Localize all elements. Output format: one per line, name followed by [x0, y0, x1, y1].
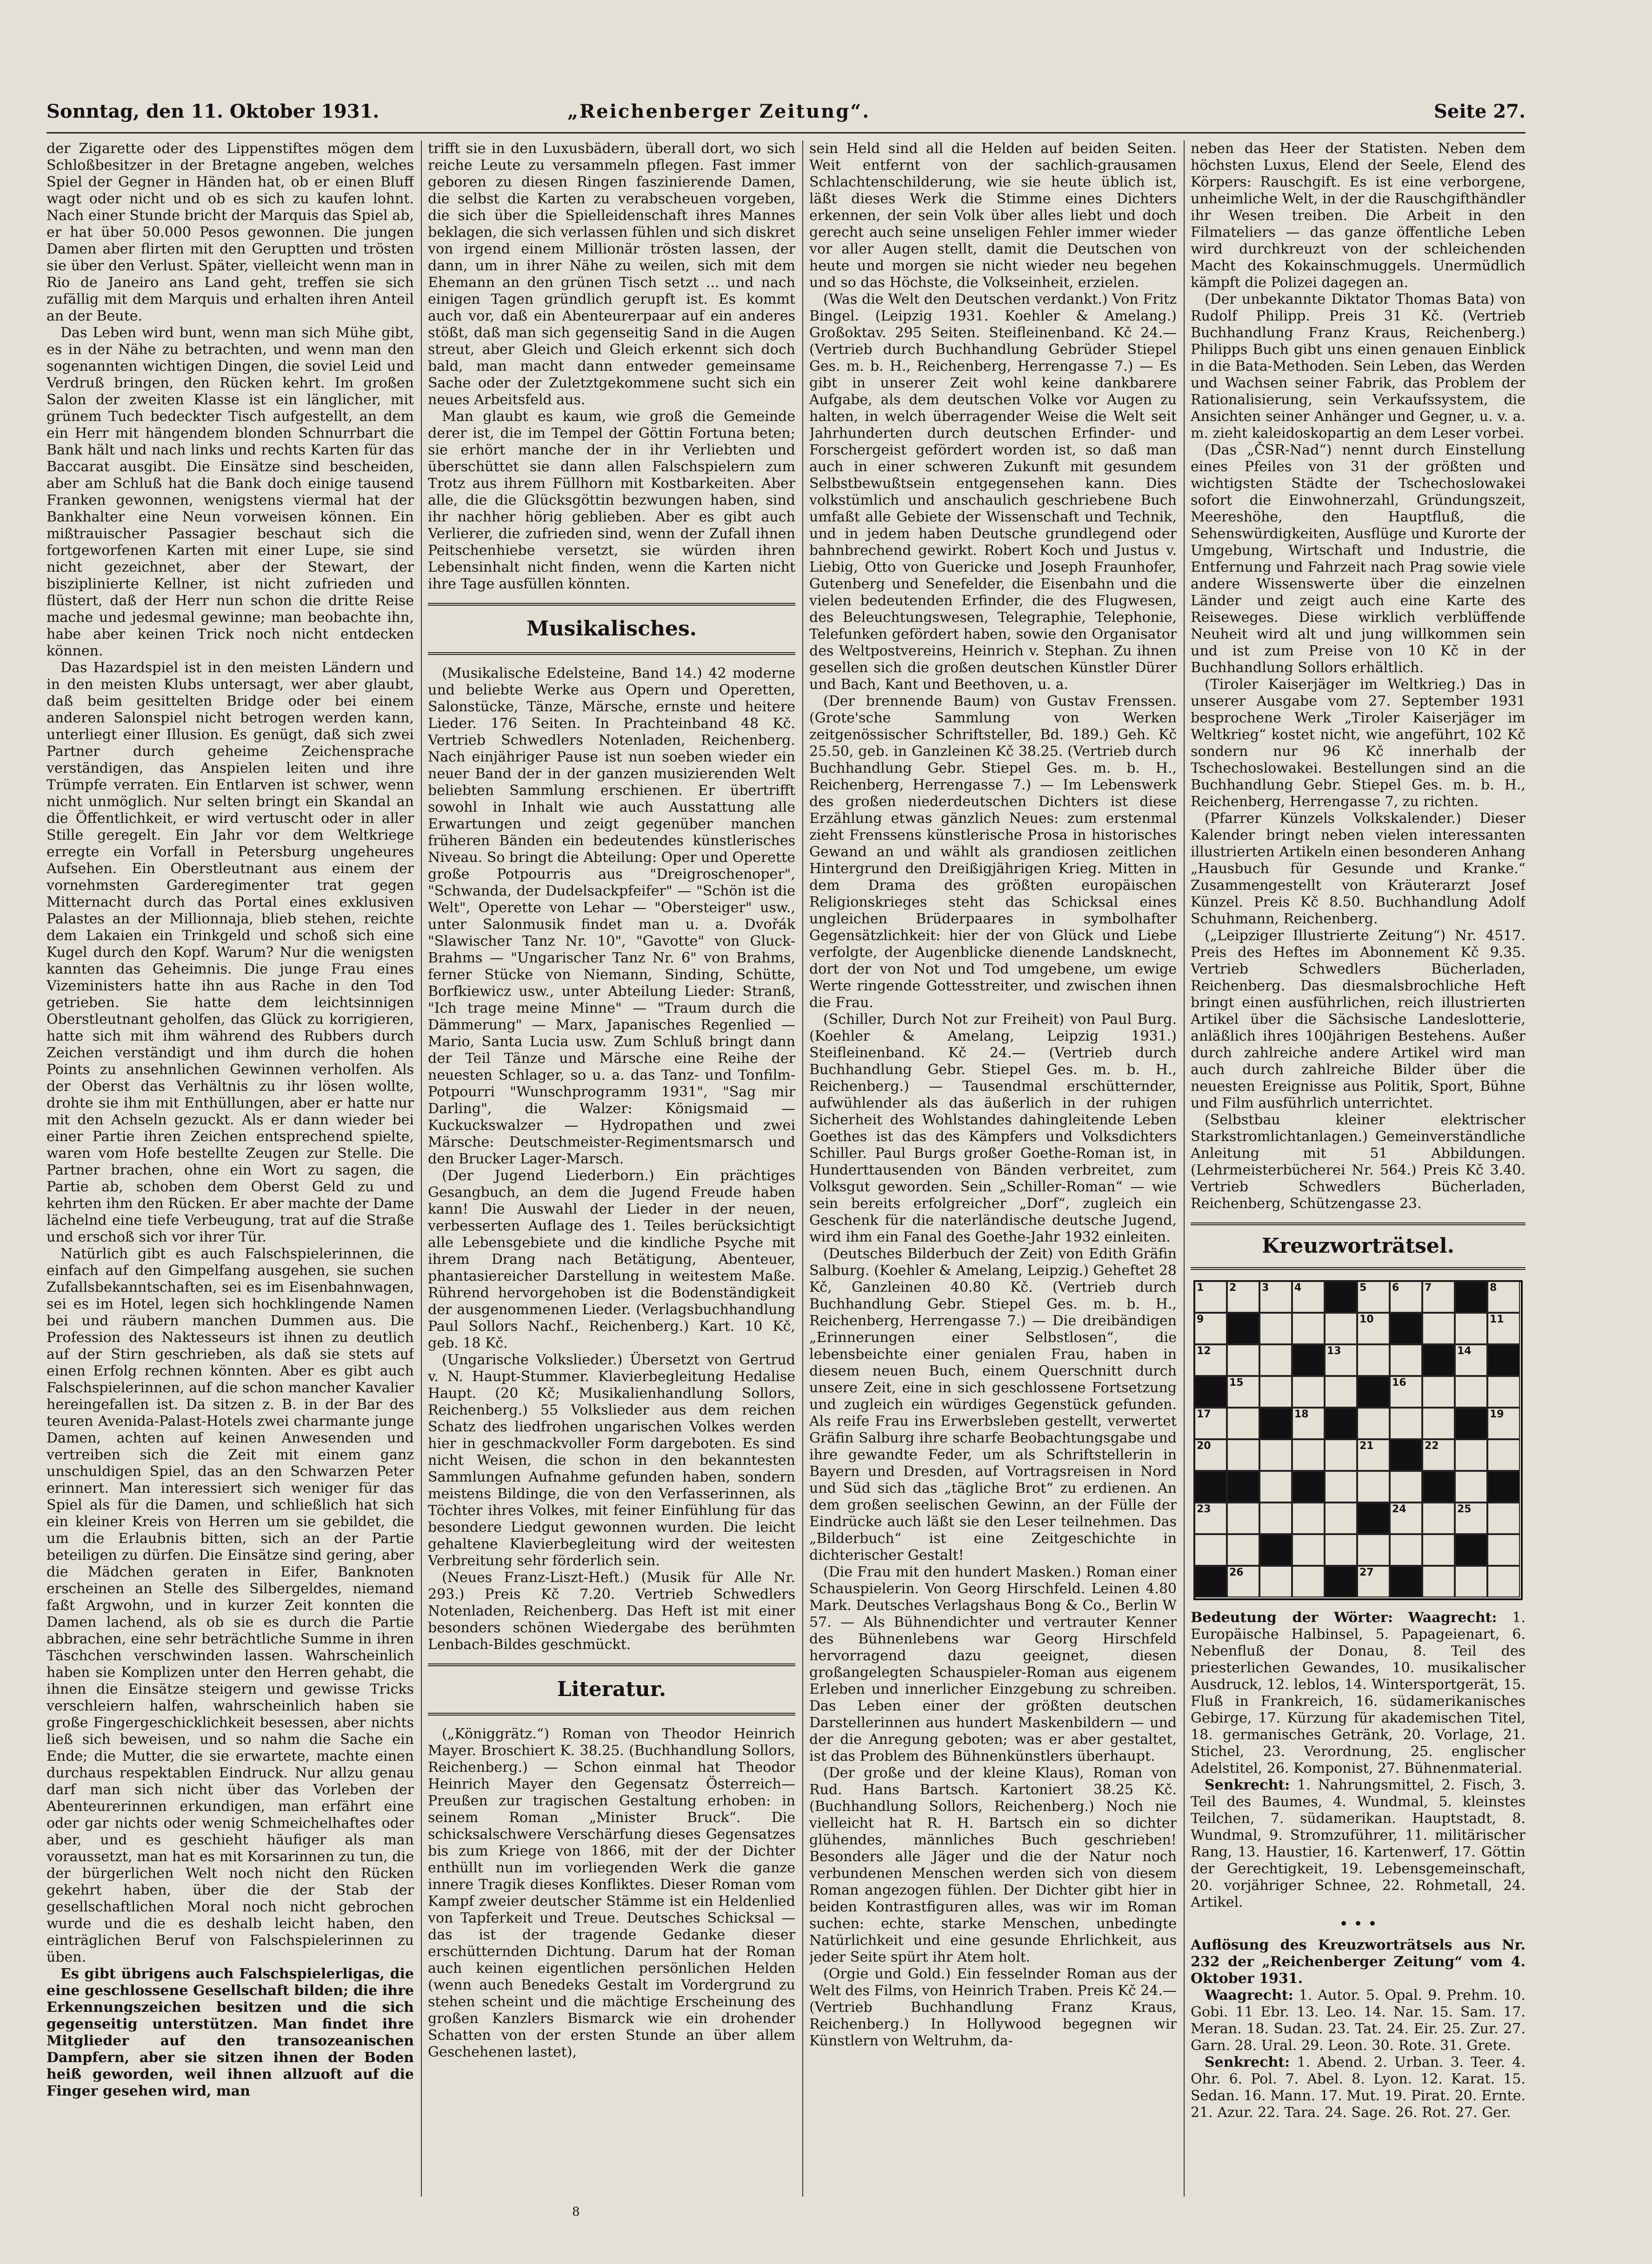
crossword-cell: [1422, 1281, 1455, 1313]
crossword-cell: [1390, 1471, 1422, 1503]
crossword-black-cell: [1422, 1344, 1455, 1376]
crossword-clues-vertical: Senkrecht: 1. Nahrungsmittel, 2. Fisch, 3. Teil des Baumes, 4. Wundmal, 5. kleinstes Teilchen, 7. südamerikan. Hauptstadt, 8. Wundmal, 9. Stromzuführer, 11. militärischer Rang, 13. Haustier, 16. Kartenwerf, 17. Göttin der Gerechtigkeit, 19. Lebensgemeinschaft, 20. vorjähriger Schnee, 22. Rohmetall, 24. Artikel.: [1191, 1777, 1525, 1910]
review-item: (Der brennende Baum) von Gustav Frenssen. (Grote'sche Sammlung von Werken zeitgenössischer Schriftsteller, Bd. 189.) Geh. Kč 25.50, geb. in Ganzleinen Kč 38.25. (Vertrieb durch Buchhandlung Gebr. Stiepel Ges. m. b. H., Reichenberg, Herrengasse 7.) — Im Lebenswerk des großen niederdeutschen Dichters ist diese Erzählung etwas gänzlich Neues: zum erstenmal zieht Frenssens künstlerische Prosa in historisches Gewand an und wählt als grandiosen zeitlichen Hintergrund den Dreißigjährigen Krieg. Mitten in dem Drama des größten europäischen Religionskrieges steht das Schicksal eines ungleichen Brüderpaares in symbolhafter Gegensätzlichkeit: hier der von Glück und Liebe verfolgte, der Augenblicke dienende Landsknecht, dort der von Not und Tod umgebene, um ewige Werte ringende Gottesstreiter, und zwischen ihnen die Frau.: [809, 693, 1177, 1011]
review-item: (Pfarrer Künzels Volkskalender.) Dieser Kalender bringt neben vielen interessanten illustrierten Artikeln einen besonderen Anhang „Hausbuch für Gesunde und Kranke.“ Zusammengestellt von Kräuterarzt Josef Künzel. Preis Kč 8.50. Buchhandlung Adolf Schuhmann, Reichenberg.: [1191, 810, 1525, 927]
crossword-cell: [1390, 1281, 1422, 1313]
crossword-cell: [1227, 1503, 1259, 1534]
crossword-clue-number: 9: [1197, 1314, 1204, 1325]
crossword-cell: [1259, 1503, 1292, 1534]
crossword-cell: [1325, 1471, 1357, 1503]
crossword-cell: [1259, 1439, 1292, 1471]
crossword-cell: [1227, 1376, 1259, 1408]
crossword-clue-number: 20: [1197, 1440, 1211, 1452]
crossword-cell: [1390, 1534, 1422, 1566]
crossword-cell: [1227, 1408, 1259, 1439]
crossword-clue-number: 15: [1229, 1377, 1244, 1389]
column-divider: [802, 140, 803, 2197]
section-heading-literature: Literatur.: [428, 1663, 795, 1716]
crossword-cell: [1259, 1281, 1292, 1313]
crossword-clue-number: 8: [1490, 1282, 1497, 1294]
crossword-cell: [1487, 1503, 1520, 1534]
crossword-cell: [1357, 1471, 1390, 1503]
review-item: (Was die Welt den Deutschen verdankt.) Von Fritz Bingel. (Leipzig 1931. Koehler & Amelang.) Großoktav. 295 Seiten. Steifleinenband. Kč 24.— (Vertrieb durch Buchhandlung Gebrüder Stiepel Ges. m. b. H., Reichenberg, Herrengasse 7.) — Es gibt in unserer Zeit wohl keine dankbarere Aufgabe, als dem deutschen Volke vor Augen zu halten, in welch überragender Weise die Welt seit Jahrhunderten durch deutschen Erfinder- und Forschergeist gefördert worden ist, so daß man auch in einer schweren Zukunft mit gesundem Selbstbewußtsein entgegensehen kann. Dies volkstümlich und anschaulich geschriebene Buch umfaßt alle Gebiete der Wissenschaft und Technik, und in jedem haben Deutsche grundlegend oder bahnbrechend gewirkt. Robert Koch und Justus v. Liebig, Otto von Guericke und Joseph Fraunhofer, Gutenberg und Senefelder, die Eisenbahn und die vielen bedeutenden Erfinder, die des Flugwesen, des Beleuchtungswesen, Telegraphie, Telephonie, Telefunken gefördert haben, sowie den Organisator des Weltpostvereins, Heinrich v. Stephan. Zu ihnen gesellen sich die großen deutschen Künstler Dürer und Bach, Kant und Beethoven, u. a.: [809, 291, 1177, 693]
crossword-cell: [1227, 1534, 1259, 1566]
crossword-clue-number: 26: [1229, 1567, 1244, 1578]
review-item: (Selbstbau kleiner elektrischer Starkstromlichtanlagen.) Gemeinverständliche Anleitung mit 51 Abbildungen. (Lehrmeisterbücherei Nr. 564.) Preis Kč 3.40. Vertrieb Schwedlers Bücherladen, Reichenberg, Schützengasse 23.: [1191, 1112, 1525, 1212]
crossword-cell: [1455, 1471, 1487, 1503]
crossword-clue-number: 11: [1490, 1314, 1504, 1325]
crossword-clue-number: 16: [1392, 1377, 1406, 1389]
column-divider: [1184, 140, 1185, 2197]
crossword-black-cell: [1259, 1534, 1292, 1566]
crossword-cell: [1194, 1344, 1227, 1376]
crossword-cell: [1292, 1313, 1325, 1344]
crossword-cell: [1422, 1408, 1455, 1439]
review-item: („Leipziger Illustrierte Zeitung“) Nr. 4517. Preis des Heftes im Abonnement Kč 9.35. Vertrieb Schwedlers Bücherladen, Reichenberg. Das diesmalsbrochliche Heft bringt einen ausführlichen, reich illustrierten Artikel über die Sächsische Landeslotterie, anläßlich ihres 100jährigen Bestehens. Außer durch zahlreiche andere Artikel wird man auch durch zahlreiche Bilder über die neuesten Ereignisse aus Politik, Sport, Bühne und Film ausführlich unterrichtet.: [1191, 928, 1525, 1111]
column-4: [1191, 140, 1525, 2197]
crossword-black-cell: [1194, 1566, 1227, 1597]
crossword-cell: [1487, 1313, 1520, 1344]
review-item: (Deutsches Bilderbuch der Zeit) von Edith Gräfin Salburg. (Koehler & Amelang, Leipzig.) Geheftet 28 Kč, Ganzleinen 40.80 Kč. (Vertrieb durch Buchhandlung Gebr. Stiepel Ges. m. b. H., Reichenberg, Herrengasse 7.) — Die dreibändigen „Erinnerungen einer Selbstlosen“, die lebensbeichte einer genialen Frau, haben in diesem neuen Buch, einem Querschnitt durch unsere Zeit, eine in sich geschlossene Fortsetzung und zugleich ein würdiges Gegenstück gefunden. Als reife Frau ins Erwerbsleben gestellt, verwertet Gräfin Salburg ihre scharfe Beobachtungsgabe und ihre gewandte Feder, um als Schriftstellerin in Bayern und Dresden, auf Vortragsreisen in Nord und Süd sich das „tägliche Brot“ zu erdienen. An dem großen seelischen Gewinn, an der Fülle der Eindrücke auch läßt sie den Leser teilnehmen. Das „Bilderbuch“ ist eine Zeitgeschichte in dichterischer Gestalt!: [809, 1246, 1177, 1563]
crossword-cell: [1455, 1344, 1487, 1376]
crossword-clue-number: 25: [1457, 1503, 1472, 1515]
crossword-cell: [1455, 1376, 1487, 1408]
crossword-cell: [1259, 1344, 1292, 1376]
crossword-cell: [1194, 1313, 1227, 1344]
crossword-cell: [1194, 1408, 1227, 1439]
crossword-clue-number: 18: [1294, 1409, 1309, 1420]
crossword-heading: Kreuzworträtsel.: [1191, 1222, 1525, 1270]
crossword-cell: [1422, 1503, 1455, 1534]
article-paragraph: Man glaubt es kaum, wie groß die Gemeinde derer ist, die im Tempel der Göttin Fortuna beten; sie erhört manche der in ihr Verliebten und überschüttet sie dann allen Falschspielern zum Trotz aus ihrem Füllhorn mit Kostbarkeiten. Aber alle, die die Glücksgöttin bezwungen haben, sind ihr nachher hörig geblieben. Aber es gibt auch Verlierer, die zufrieden sind, wenn der Zufall ihnen Peitschenhiebe versetzt, sie würden ihren Lebensinhalt nicht finden, wenn die Karten nicht ihre Tage ausfüllen könnten.: [428, 408, 795, 592]
article-paragraph: trifft sie in den Luxusbädern, überall dort, wo sich reiche Leute zu versammeln pflegen. Fast immer geboren zu diesen Ringen faszinierende Damen, die selbst die Karten zu verabscheuen vorgeben, die sich über die Spielleidenschaft ihres Mannes beklagen, die sich verlassen fühlen und sich diskret von irgend einem Millionär trösten lassen, der dann, um in ihrer Nähe zu weilen, sich mit dem Ehemann an den grünen Tisch setzt ... und nach einigen Tagen gründlich gerupft ist. Es kommt auch vor, daß ein Abenteurerpaar auf ein anderes stößt, daß man sich gegenseitig Sand in die Augen streut, aber Gleich und Gleich erkennt sich doch bald, man macht dann entweder gemeinsame Sache oder der Zuletztgekommene sucht sich ein neues Arbeitsfeld aus.: [428, 140, 795, 408]
crossword-clue-number: 27: [1359, 1567, 1374, 1578]
crossword-black-cell: [1325, 1281, 1357, 1313]
crossword-cell: [1390, 1376, 1422, 1408]
article-paragraph: Das Hazardspiel ist in den meisten Ländern und in den meisten Klubs untersagt, wer aber glaubt, daß beim gesittelten Bridge oder bei einem anderen Salonspiel nicht betrogen werden kann, unterliegt einer Illusion. Es genügt, daß sich zwei Partner durch geheime Zeichensprache verständigen, das Anspielen leiten und ihre Trümpfe verraten. Ein Entlarven ist schwer, wenn nicht unmöglich. Nur selten bringt ein Skandal an die Öffentlichkeit, er wird vertuscht oder in aller Stille geregelt. Ein Jahr vor dem Weltkriege erregte ein Vorfall in Petersburg ungeheures Aufsehen. Ein Oberstleutnant aus einem der vornehmsten Garderegimenter trat gegen Mitternacht durch das Portal eines exklusiven Palastes an der Millionnaja, blieb stehen, reichte dem Lakaien ein Trinkgeld und schoß sich eine Kugel durch den Kopf. Warum? Nur die wenigsten kannten das Geheimnis. Die junge Frau eines Vizeministers hatte ihn aus Rache in den Tod getrieben. Sie hatte dem leichtsinnigen Oberstleutnant geholfen, das Glück zu korrigieren, hatte sich mit ihm während des Rubbers durch Zeichen verständigt und ihm durch die hohen Points zu ansehnlichen Gewinnen verholfen. Als der Oberst das Verhältnis zu ihr lösen wollte, drohte sie ihm mit Enthüllungen, aber er hatte nur mit den Achseln gezuckt. Als er dann wieder bei einer Partie ihren Zeichen entsprechend spielte, waren vom Hofe bestellte Zeugen zur Stelle. Die Partner brachen, ohne ein Wort zu sagen, die Partie ab, schoben dem Oberst Geld zu und kehrten ihm den Rücken. Er aber machte der Dame lächelnd eine tiefe Verbeugung, trat auf die Straße und erschoß sich vor ihrer Tür.: [47, 660, 414, 1245]
crossword-cell: [1357, 1281, 1390, 1313]
crossword-cell: [1422, 1534, 1455, 1566]
crossword-black-cell: [1487, 1471, 1520, 1503]
crossword-cell: [1390, 1503, 1422, 1534]
review-item: (Orgie und Gold.) Ein fesselnder Roman aus der Welt des Films, von Heinrich Traben. Preis Kč 24.— (Vertrieb Buchhandlung Franz Kraus, Reichenberg.) In Hollywood begegnen wir Künstlern von Weltruhm, da-: [809, 1966, 1177, 2049]
crossword-cell: [1487, 1408, 1520, 1439]
crossword-black-cell: [1292, 1471, 1325, 1503]
crossword-cell: [1357, 1439, 1390, 1471]
crossword-black-cell: [1487, 1344, 1520, 1376]
crossword-cell: [1325, 1376, 1357, 1408]
crossword-clue-number: 17: [1197, 1409, 1211, 1420]
crossword-cell: [1357, 1313, 1390, 1344]
crossword-cell: [1357, 1344, 1390, 1376]
crossword-cell: [1259, 1376, 1292, 1408]
crossword-black-cell: [1455, 1281, 1487, 1313]
crossword-cell: [1259, 1471, 1292, 1503]
crossword-clue-number: 5: [1359, 1282, 1367, 1294]
crossword-black-cell: [1455, 1534, 1487, 1566]
crossword-black-cell: [1325, 1408, 1357, 1439]
crossword-cell: [1487, 1281, 1520, 1313]
column-divider: [421, 140, 422, 2197]
review-item: (Die Frau mit den hundert Masken.) Roman einer Schauspielerin. Von Georg Hirschfeld. Leinen 4.80 Mark. Deutsches Verlagshaus Bong & Co., Berlin W 57. — Als Bühnendichter und vertrauter Kenner des Bühnenlebens war Georg Hirschfeld hervorragend dazu geeignet, diesen großangelegten Schauspieler-Roman aus eigenem Erleben und innerlicher Einzgebung zu schreiben. Das Leben einer der größten deutschen Darstellerinnen aus hundert Maskenbildern — und der die Anregung geboten; was er aber gestaltet, ist das Problem des Bühnenkünstlers überhaupt.: [809, 1564, 1177, 1764]
crossword-cell: [1227, 1566, 1259, 1597]
crossword-cell: [1325, 1439, 1357, 1471]
crossword-cell: [1357, 1534, 1390, 1566]
crossword-clue-number: 3: [1262, 1282, 1269, 1294]
crossword-cell: [1390, 1344, 1422, 1376]
masthead: [47, 98, 1525, 130]
crossword-black-cell: [1325, 1566, 1357, 1597]
crossword-black-cell: [1422, 1471, 1455, 1503]
review-item: (Der Jugend Liederborn.) Ein prächtiges Gesangbuch, an dem die Jugend Freude haben kann! Die Auswahl der Lieder in der neuen, verbesserten Auflage des 1. Teiles berücksichtigt alle Lebensgebiete und die kindliche Psyche mit ihrem Drang nach Betätigung, Abenteuer, phantasiereicher Darstellung in weitestem Maße. Rührend hervorgehoben ist die Bodenständigkeit der ausgenommenen Lieder. (Verlagsbuchhandlung Paul Sollors Nachf., Reichenberg.) Kart. 10 Kč, geb. 18 Kč.: [428, 1168, 795, 1351]
crossword-cell: [1325, 1313, 1357, 1344]
solution-horizontal: Waagrecht: 1. Autor. 5. Opal. 9. Prehm. 10. Gobi. 11 Ebr. 13. Leo. 14. Nar. 15. Sam. 17. Meran. 18. Sudan. 23. Tat. 24. Eir. 25. Zur. 27. Garn. 28. Ural. 29. Leon. 30. Rote. 31. Grete.: [1191, 1987, 1525, 2054]
newspaper-name: „Reichenberger Zeitung“.: [567, 100, 871, 122]
article-paragraph: Natürlich gibt es auch Falschspielerinnen, die einfach auf den Gimpelfang ausgehen, sie suchen Zufallsbekanntschaften, sei es im Eisenbahnwagen, sei es im Hotel, legen sich hochklingende Namen bei und räubern manchen Dummen aus. Die Profession des Naktesseurs ist ihnen zu deutlich auf der Stirn geschrieben, als daß sie stets auf einen Erfolg rechnen könnten. Aber es gibt auch Falschspielerinnen, auf die schon mancher Kavalier hereingefallen ist. Da sitzen z. B. in der Bar des teuren Avenida-Palast-Hotels zwei charmante junge Damen, achten auf keinen Anwesenden und vertreiben sich die Zeit mit einem ganz unschuldigen Spiel, das an den Schwarzen Peter erinnert. Man interessiert sich weniger für das Spiel als für die Damen, und schließlich hat sich ein kleiner Kreis von Herren um sie gebildet, die um die Erlaubnis bitten, sich an der Partie beteiligen zu dürfen. Die Einsätze sind gering, aber die Mädchen geraten in Eifer, Banknoten erscheinen an Stelle des Silbergeldes, niemand faßt Argwohn, und in kurzer Zeit konnten die Damen lachend, als ob sie es durch die Partie abbrachen, eine sehr beträchtliche Summe in ihren Täschchen verschwinden lassen. Wahrscheinlich haben sie Komplizen unter den Herren gehabt, die ihnen die Einsätze steigern und gewisse Tricks verschleiern halfen, wahrscheinlich haben sie große Fingergeschicklichkeit besessen, aber nichts ließ sich beweisen, und so nahm die Sache ein Ende; die Mutter, die sie erwartete, machte einen durchaus respektablen Eindruck. Nur allzu genau darf man sich nicht über das Vorleben der Abenteurerinnen erkundigen, man erfährt eine oder gar nichts oder wenig Schmeichelhaftes oder aber, und es geschieht häufiger als man voraussetzt, man hat es mit Korsarinnen zu tun, die der bürgerlichen Welt noch nicht den Rücken gekehrt haben, über die der Stab der gesellschaftlichen Moral noch nicht gebrochen wurde und die es deshalb leicht haben, den einträglichen Beruf von Falschspielerinnen zu üben.: [47, 1246, 414, 1965]
review-item: sein Held sind all die Helden auf beiden Seiten. Weit entfernt von der sachlich-grausamen Schlachtenschilderung, wie sie heute üblich ist, läßt dieses Werk die Stimme eines Dichters erkennen, der sein Volk über alles liebt und doch gerecht auch seine unseligen Fehler immer wieder vor aller Augen stellt, damit die Deutschen von heute und morgen sie nicht wieder neu begehen und so das Höchste, die Volkseinheit, erzielen.: [809, 140, 1177, 291]
crossword-cell: [1292, 1439, 1325, 1471]
crossword-cell: [1487, 1534, 1520, 1566]
solution-vertical: Senkrecht: 1. Abend. 2. Urban. 3. Teer. 4. Ohr. 6. Pol. 7. Abel. 8. Lyon. 12. Karat. 15. Sedan. 16. Mann. 17. Mut. 19. Pirat. 20. Ernte. 21. Azur. 22. Tara. 24. Sage. 26. Rot. 27. Ger.: [1191, 2054, 1525, 2121]
crossword-black-cell: [1390, 1439, 1422, 1471]
crossword-cell: [1227, 1281, 1259, 1313]
crossword-black-cell: [1357, 1503, 1390, 1534]
review-item: (Tiroler Kaiserjäger im Weltkrieg.) Das in unserer Ausgabe vom 27. September 1931 besprochene Werk „Tiroler Kaiserjäger im Weltkrieg“ kostet nicht, wie angeführt, 102 Kč sondern nur 96 Kč innerhalb der Tschechoslowakei. Bestellungen sind an die Buchhandlung Gebr. Stiepel Ges. m. b. H., Reichenberg, Herrengasse 7, zu richten.: [1191, 676, 1525, 810]
crossword-cell: [1259, 1313, 1292, 1344]
review-item: (Ungarische Volkslieder.) Übersetzt von Gertrud v. N. Haupt-Stummer. Klavierbegleitung Hedalise Haupt. (20 Kč; Musikalienhandlung Sollors, Reichenberg.) 55 Volkslieder aus dem reichen Schatz des liedfrohen ungarischen Volkes werden hier in geschmackvoller Form dargeboten. Es sind nicht Weisen, die schon in den bekanntesten Sammlungen Aufnahme gefunden haben, sondern meistens Bildinge, die von den Verfasserinnen, als Töchter ihres Volkes, mit feiner Einfühlung für das besondere Liedgut gewonnen wurden. Die leicht gehaltene Klavierbegleitung wird der weitesten Verbreitung sehr förderlich sein.: [428, 1352, 795, 1569]
crossword-cell: [1292, 1281, 1325, 1313]
section-heading-music: Musikalisches.: [428, 603, 795, 655]
review-item: (Der unbekannte Diktator Thomas Bata) von Rudolf Philipp. Preis 31 Kč. (Vertrieb Buchhandlung Franz Kraus, Reichenberg.) Philipps Buch gibt uns einen genauen Einblick in die Bata-Methoden. Sein Leben, das Werden und Wachsen seiner Fabrik, das Problem der Rationalisierung, sein Verkaufssystem, die Ansichten seiner Anhänger und Gegner, u. v. a. m. zieht kaleidoskopartig an dem Leser vorbei.: [1191, 291, 1525, 441]
crossword-cell: [1194, 1503, 1227, 1534]
crossword-cell: [1292, 1534, 1325, 1566]
crossword-cell: [1259, 1566, 1292, 1597]
masthead-rule: [47, 132, 1525, 134]
article-paragraph: der Zigarette oder des Lippenstiftes mögen dem Schloßbesitzer in der Bretagne angeben, welches Spiel der Gegner in Händen hat, ob er einen Bluff wagt oder nicht und ob es sich zu kaufen lohnt. Nach einer Stunde bricht der Marquis das Spiel ab, er hat über 50.000 Pesos gewonnen. Die jungen Damen aber flirten mit den Geruptten und trösten sie über den Verlust. Später, vielleicht wenn man in Rio de Janeiro ans Land geht, treffen sie sich zufällig mit dem Marquis und erhalten ihren Anteil an der Beute.: [47, 140, 414, 324]
crossword-black-cell: [1259, 1408, 1292, 1439]
crossword-black-cell: [1390, 1313, 1422, 1344]
issue-date: Sonntag, den 11. Oktober 1931.: [47, 100, 380, 122]
column-1: [47, 140, 414, 2197]
review-item: (Musikalische Edelsteine, Band 14.) 42 moderne und beliebte Werke aus Opern und Operetten, Salonstücke, Tänze, Märsche, ernste und heitere Lieder. 176 Seiten. In Prachteinband 48 Kč. Vertrieb Schwedlers Notenladen, Reichenberg. Nach einjähriger Pause ist nun soeben wieder ein neuer Band der in der ganzen musizierenden Welt beliebten Sammlung erschienen. Er übertrifft sowohl in Inhalt wie auch Ausstattung alle Erwartungen und zeigt gegenüber manchen früheren Bänden ein bedeutendes künstlerisches Niveau. So bringt die Abteilung: Oper und Operette große Potpourris aus "Dreigroschenoper", "Schwanda, der Dudelsackpfeifer" — "Schön ist die Welt", Operette von Lehar — "Obersteiger" usw., unter Salonmusik findet man u. a. Dvořák "Slawischer Tanz Nr. 10", "Gavotte" von Gluck-Brahms — "Ungarischer Tanz Nr. 6" von Brahms, ferner Stücke von Niemann, Sinding, Schütte, Borfkiewicz usw., unter Abteilung Lieder: Stranß, "Ich trage meine Minne" — "Traum durch die Dämmerung" — Marx, Japanisches Regenlied — Mario, Santa Lucia usw. Zum Schluß bringt dann der Teil Tänze und Märsche eine Reihe der neuesten Schlager, so u. a. das Tanz- und Tonfilm-Potpourri "Wunschprogramm 1931", "Sag mir Darling", die Walzer: Königsmaid — Kuckuckswalzer — Hydropathen und zwei Märsche: Deutschmeister-Regimentsmarsch und den Brucker Lager-Marsch.: [428, 665, 795, 1167]
crossword-clue-number: 22: [1425, 1440, 1439, 1452]
solution-heading: Auflösung des Kreuzworträtsels aus Nr. 232 der „Reichenberger Zeitung“ vom 4. Oktober 1931.: [1191, 1937, 1525, 1987]
review-item: (Schiller, Durch Not zur Freiheit) von Paul Burg. (Koehler & Amelang, Leipzig 1931.) Steifleinenband. Kč 24.— (Vertrieb durch Buchhandlung Gebr. Stiepel Ges. m. b. H., Reichenberg.) — Tausendmal erschütternder, aufwühlender als das äußerlich in der ruhigen Sicherheit des Wohlstandes dahingleitende Leben Goethes ist das des Kämpfers und Volksdichters Schiller. Paul Burgs großer Goethe-Roman ist, in Hunderttausenden von Bänden verbreitet, zum Volksgut geworden. Sein „Schiller-Roman“ — wie sein bereits erfolgreicher „Dorf“, zugleich ein Geschenk für die naterländische deutsche Jugend, wird ihm ein Fanal des Goethe-Jahr 1932 einleiten.: [809, 1011, 1177, 1245]
crossword-cell: [1455, 1566, 1487, 1597]
crossword-cell: [1422, 1313, 1455, 1344]
crossword-cell: [1390, 1408, 1422, 1439]
crossword-cell: [1194, 1439, 1227, 1471]
column-3: [809, 140, 1177, 2197]
crossword-cell: [1422, 1376, 1455, 1408]
article-paragraph: Das Leben wird bunt, wenn man sich Mühe gibt, es in der Nähe zu betrachten, und wenn man den sogenannten wichtigen Dingen, die soviel Leid und Verdruß bringen, den Rücken kehrt. Im großen Salon der zweiten Klasse ist ein länglicher, mit grünem Tuch bedeckter Tisch aufgestellt, an dem ein Herr mit hängendem blonden Schnurrbart die Bank hält und nach links und rechts Karten für das Baccarat ausgibt. Die Einsätze sind bescheiden, aber am Schluß hat die Bank doch einige tausend Franken gewonnen, wenigstens viermal hat der Bankhalter eine Neun vorweisen können. Ein mißtrauischer Passagier beschaut sich die fortgeworfenen Karten mit einer Lupe, sie sind nicht gezeichnet, aber der Stewart, der bisziplinierte Kellner, ist nicht zufrieden und flüstert, daß der Herr nun schon die dritte Reise mache und jedesmal gewinne; man beobachte ihn, habe aber keinen Trick noch nicht entdecken können.: [47, 325, 414, 659]
crossword-cell: [1292, 1566, 1325, 1597]
crossword-clue-number: 4: [1294, 1282, 1302, 1294]
crossword-cell: [1357, 1566, 1390, 1597]
crossword-cell: [1325, 1503, 1357, 1534]
page-number: Seite 27.: [1434, 100, 1525, 122]
crossword-clue-number: 14: [1457, 1345, 1472, 1357]
crossword-black-cell: [1390, 1566, 1422, 1597]
page-marker: 8: [572, 2205, 580, 2219]
crossword-cell: [1227, 1439, 1259, 1471]
crossword-cell: [1487, 1439, 1520, 1471]
crossword-black-cell: [1227, 1313, 1259, 1344]
crossword-clue-number: 1: [1197, 1282, 1204, 1294]
crossword-black-cell: [1357, 1376, 1390, 1408]
crossword-cell: [1227, 1344, 1259, 1376]
crossword-black-cell: [1455, 1408, 1487, 1439]
crossword-clue-number: 7: [1425, 1282, 1432, 1294]
crossword-clue-number: 2: [1229, 1282, 1237, 1294]
crossword-cell: [1194, 1281, 1227, 1313]
crossword-cell: [1292, 1408, 1325, 1439]
article-paragraph: Es gibt übrigens auch Falschspielerligas, die eine geschlossene Gesellschaft bilden; die ihre Erkennungszeichen besitzen und die sich gegenseitig unterstützen. Man findet ihre Mitglieder auf den transozeanischen Dampfern, aber sie sitzen ihnen der Boden heiß geworden, weil ihnen allzuoft auf die Finger gesehen wird, man: [47, 1966, 414, 2099]
crossword-grid: [1193, 1280, 1523, 1600]
crossword-cell: [1292, 1503, 1325, 1534]
crossword-black-cell: [1194, 1471, 1227, 1503]
crossword-clues-horizontal: Bedeutung der Wörter: Waagrecht: 1. Europäische Halbinsel, 5. Papageienart, 6. Nebenfluß der Donau, 8. Teil des priesterlichen Gewandes, 10. musikalischer Ausdruck, 12. leblos, 14. Wintersportgerät, 15. Fluß in Frankreich, 16. südamerikanisches Gebirge, 17. Kürzung für akademischen Titel, 18. germanisches Getränk, 20. Vorlage, 21. Stichel, 23. Verordnung, 25. englischer Adelstitel, 26. Komponist, 27. Bühnenmaterial.: [1191, 1610, 1525, 1776]
separator-stars: • • •: [1339, 1915, 1377, 1933]
review-item: neben das Heer der Statisten. Neben dem höchsten Luxus, Elend der Seele, Elend des Körpers: Rauschgift. Es ist eine verborgene, unheimliche Welt, in der die Rauschgifthändler ihr Wesen treiben. Die Arbeit in den Filmateliers — das ganze öffentliche Leben wird durchkreuzt von der schleichenden Macht des Kokainschmuggels. Unermüdlich kämpft die Polizei dagegen an.: [1191, 140, 1525, 291]
crossword-black-cell: [1194, 1376, 1227, 1408]
newspaper-page: [47, 98, 1525, 2219]
crossword-clue-number: 13: [1327, 1345, 1341, 1357]
crossword-cell: [1325, 1534, 1357, 1566]
crossword-cell: [1487, 1376, 1520, 1408]
review-item: (Neues Franz-Liszt-Heft.) (Musik für Alle Nr. 293.) Preis Kč 7.20. Vertrieb Schwedlers Notenladen, Reichenberg. Das Heft ist mit einer besonders schönen Wiedergabe des berühmten Lenbach-Bildes geschmückt.: [428, 1569, 795, 1653]
crossword-cell: [1487, 1566, 1520, 1597]
crossword-clue-number: 10: [1359, 1314, 1374, 1325]
crossword-black-cell: [1292, 1344, 1325, 1376]
crossword-cell: [1422, 1439, 1455, 1471]
review-item: (Der große und der kleine Klaus), Roman von Rud. Hans Bartsch. Kartoniert 38.25 Kč. (Buchhandlung Sollors, Reichenberg.) Noch nie vielleicht hat R. H. Bartsch ein so dichter glühendes, männliches Buch geschrieben! Besonders alle Jäger und die der Natur noch verbundenen Menschen werden sich von diesem Roman angezogen fühlen. Der Dichter gibt hier in beiden Kontrastfiguren alles, was wir im Roman suchen: echte, starke Menschen, unbedingte Natürlichkeit und eine gesunde Ehrlichkeit, aus jeder Seite spürt ihr Atem holt.: [809, 1765, 1177, 1965]
crossword-cell: [1292, 1376, 1325, 1408]
crossword-cell: [1455, 1439, 1487, 1471]
crossword-cell: [1455, 1313, 1487, 1344]
crossword-clue-number: 19: [1490, 1409, 1504, 1420]
review-item: (Das „ČSR-Nad“) nennt durch Einstellung eines Pfeiles von 31 der größten und wichtigsten Städte der Tschechoslowakei sofort die Einwohnerzahl, Gründungszeit, Meereshöhe, den Hauptfluß, die Sehenswürdigkeiten, Ausflüge und Kurorte der Umgebung, Wirtschaft und Industrie, die Entfernung und Fahrzeit nach Prag sowie viele andere Wissenswerte über die einzelnen Länder und zeigt auch eine Karte des Reiseweges. Diese wirklich verblüffende Neuheit wird alt und jung willkommen sein und ist zum Preise von 10 Kč in der Buchhandlung Sollors erhältlich.: [1191, 442, 1525, 676]
crossword-clue-number: 21: [1359, 1440, 1374, 1452]
crossword-black-cell: [1227, 1471, 1259, 1503]
crossword-cell: [1194, 1534, 1227, 1566]
crossword-cell: [1325, 1344, 1357, 1376]
crossword-clue-number: 23: [1197, 1503, 1211, 1515]
crossword-clue-number: 6: [1392, 1282, 1399, 1294]
crossword-cell: [1357, 1408, 1390, 1439]
crossword-clue-number: 24: [1392, 1503, 1406, 1515]
column-2: [428, 140, 795, 2197]
review-item: („Königgrätz.“) Roman von Theodor Heinrich Mayer. Broschiert K. 38.25. (Buchhandlung Sollors, Reichenberg.) — Schon einmal hat Theodor Heinrich Mayer den Gegensatz Österreich—Preußen zur tragischen Gestaltung erhoben: in seinem Roman „Minister Bruck“. Die schicksalschwere Verschärfung dieses Gegensatzes bis zum Kriege von 1866, mit der der Dichter enthüllt nun im vorliegenden Werk die ganze innere Tragik dieses Konfliktes. Dieser Roman vom Kampf zweier deutscher Stämme ist ein Heldenlied von Tapferkeit und Treue. Deutsches Schicksal — das ist der tragende Gedanke dieser erschütternden Dichtung. Darum hat der Roman auch keinen eigentlichen persönlichen Helden (wenn auch Benedeks Gestalt im Vordergrund zu stehen scheint und die mächtige Erscheinung des großen Kanzlers Bismarck wie ein drohender Schatten von der ersten Stunde an über allem Geschehenen lastet),: [428, 1726, 795, 2060]
crossword-clue-number: 12: [1197, 1345, 1211, 1357]
crossword-cell: [1455, 1503, 1487, 1534]
crossword-cell: [1422, 1566, 1455, 1597]
